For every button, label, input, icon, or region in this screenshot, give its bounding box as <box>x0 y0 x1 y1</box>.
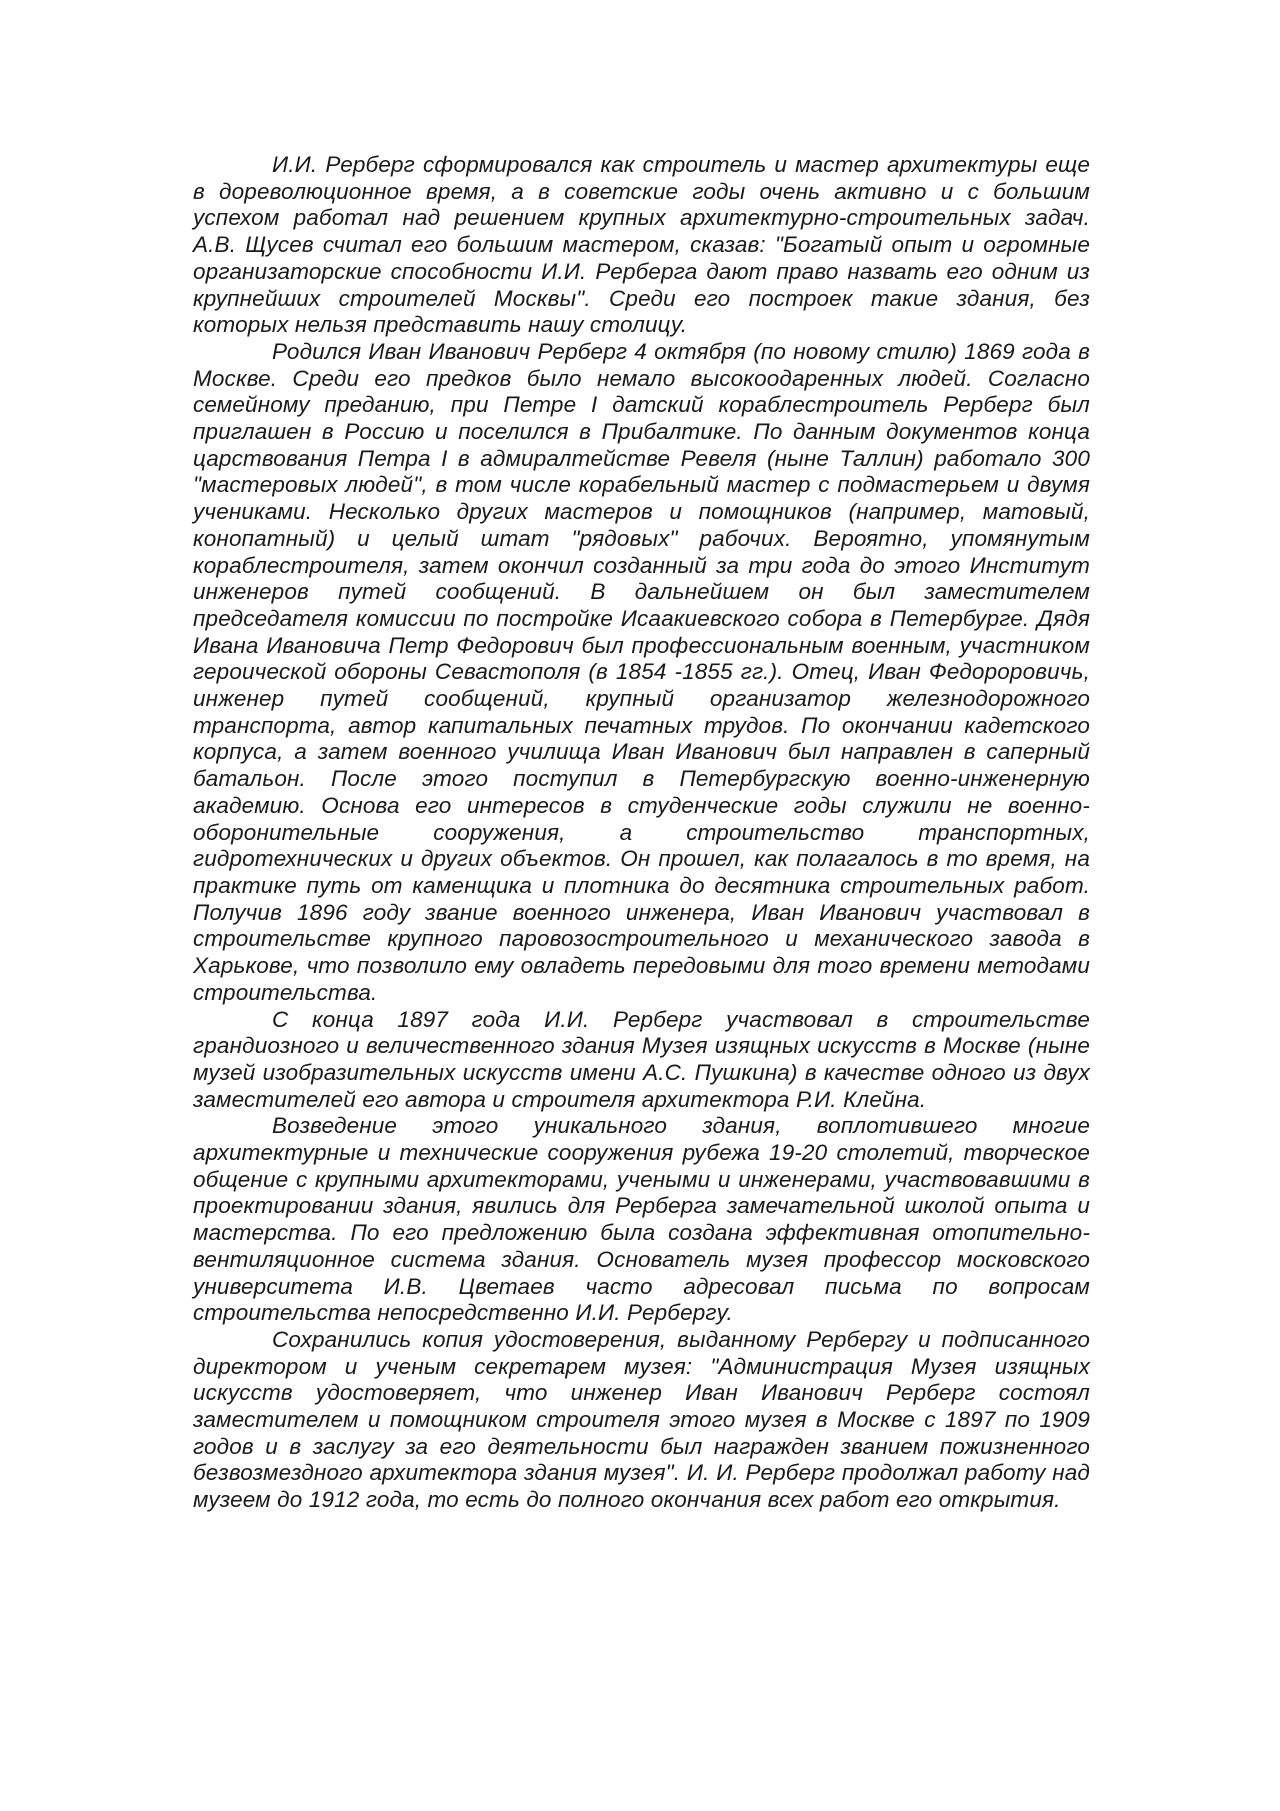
paragraph-museum-experience: Возведение этого уникального здания, воплотившего многие архитектурные и технические сооружения рубежа 19-20 столетий, творческое общение с крупными архитекторами, учеными и инженерами, участвовавшими в проектировании здания, явились для Рерберга замечательной школой опыта и мастерства. По его предложению была создана эффективная отопительно-вентиляционное система здания. Основатель музея профессор московского университета И.В. Цветаев часто адресовал письма по вопросам строительства непосредственно И.И. Рербергу. <box>193 1113 1090 1326</box>
paragraph-intro: И.И. Рерберг сформировался как строитель и мастер архитектуры еще в дореволюционное время, а в советские годы очень активно и с большим успехом работал над решением крупных архитектурно-строительных задач. А.В. Щусев считал его большим мастером, сказав: "Богатый опыт и огромные организаторские способности И.И. Рерберга дают право назвать его одним из крупнейших строителей Москвы". Среди его построек такие здания, без которых нельзя представить нашу столицу. <box>193 152 1090 338</box>
document-page <box>193 152 1090 1514</box>
paragraph-biography: Родился Иван Иванович Рерберг 4 октября (по новому стилю) 1869 года в Москве. Среди его предков было немало высокоодаренных людей. Согласно семейному преданию, при Петре I датский кораблестроитель Рерберг был приглашен в Россию и поселился в Прибалтике. По данным документов конца царствования Петра I в адмиралтействе Ревеля (ныне Таллин) работало 300 "мастеровых людей", в том числе корабельный мастер с подмастерьем и двумя учениками. Несколько других мастеров и помощников (например, матовый, конопатный) и целый штат "рядовых" рабочих. Вероятно, упомянутым кораблестроителя, затем окончил созданный за три года до этого Институт инженеров путей сообщений. В дальнейшем он был заместителем председателя комиссии по постройке Исаакиевского собора в Петербурге. Дядя Ивана Ивановича Петр Федорович был профессиональным военным, участником героической обороны Севастополя (в 1854 -1855 гг.). Отец, Иван Федороровичь, инженер путей сообщений, крупный организатор железнодорожного транспорта, автор капитальных печатных трудов. По окончании кадетского корпуса, а затем военного училища Иван Иванович был направлен в саперный батальон. После этого поступил в Петербургскую военно-инженерную академию. Основа его интересов в студенческие годы служили не военно-оборонительные сооружения, а строительство транспортных, гидротехнических и других объектов. Он прошел, как полагалось в то время, на практике путь от каменщика и плотника до десятника строительных работ. Получив 1896 году звание военного инженера, Иван Иванович участвовал в строительстве крупного паровозостроительного и механического завода в Харькове, что позволило ему овладеть передовыми для того времени методами строительства. <box>193 338 1090 1005</box>
paragraph-museum-construction: С конца 1897 года И.И. Рерберг участвовал в строительстве грандиозного и величественного здания Музея изящных искусств в Москве (ныне музей изобразительных искусств имени А.С. Пушкина) в качестве одного из двух заместителей его автора и строителя архитектора Р.И. Клейна. <box>193 1006 1090 1112</box>
paragraph-certificate: Сохранились копия удостоверения, выданному Рербергу и подписанного директором и ученым секретарем музея: "Администрация Музея изящных искусств удостоверяет, что инженер Иван Иванович Рерберг состоял заместителем и помощником строителя этого музея в Москве с 1897 по 1909 годов и в заслугу за его деятельности был награжден званием пожизненного безвозмездного архитектора здания музея". И. И. Рерберг продолжал работу над музеем до 1912 года, то есть до полного окончания всех работ его открытия. <box>193 1326 1090 1513</box>
